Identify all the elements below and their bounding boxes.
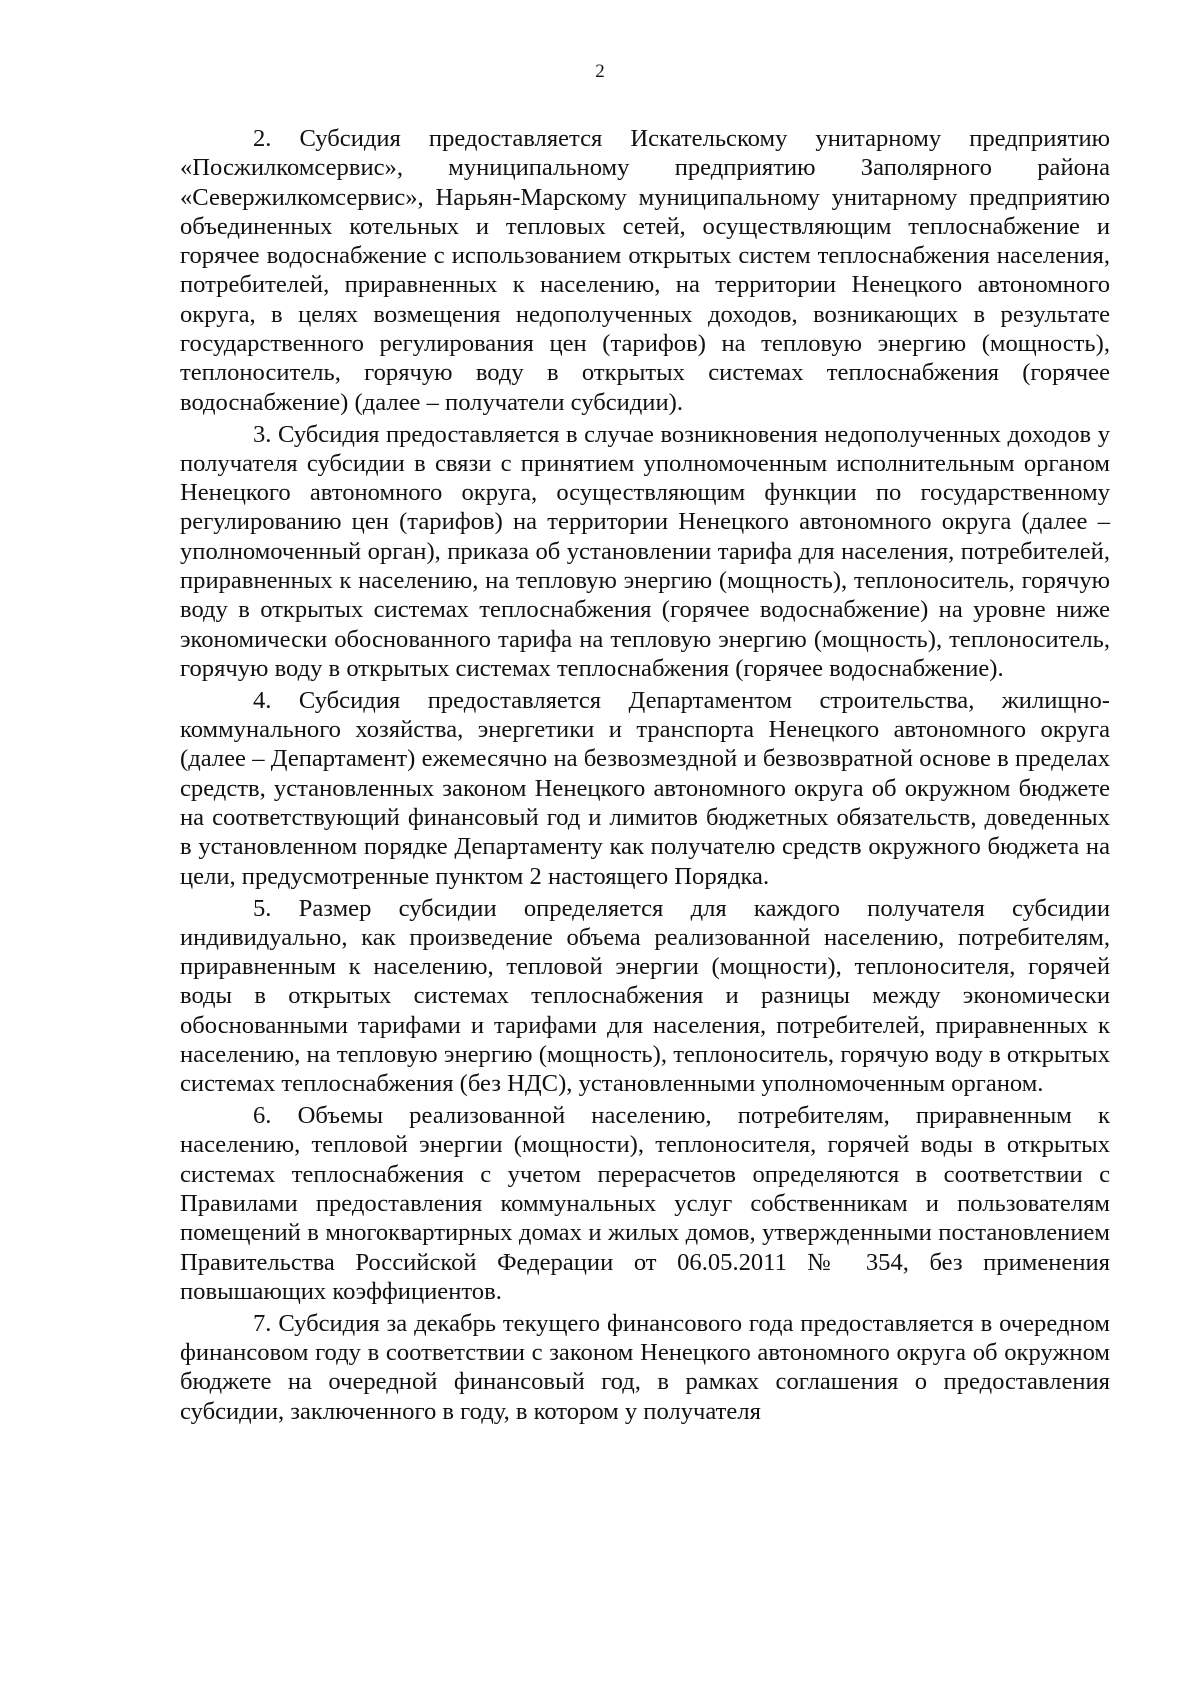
paragraph-2: 2. Субсидия предоставляется Искательскому унитарному предприятию «Посжилкомсервис», муниципальному предприятию Заполярного района «Севержилкомсервис», Нарьян-Марскому муниципальному унитарному предприятию объединенных котельных и тепловых сетей, осуществляющим теплоснабжение и горячее водоснабжение с использованием открытых систем теплоснабжения населения, потребителей, приравненных к населению, на территории Ненецкого автономного округа, в целях возмещения недополученных доходов, возникающих в результате государственного регулирования цен (тарифов) на тепловую энергию (мощность), теплоноситель, горячую воду в открытых системах теплоснабжения (горячее водоснабжение) (далее – получатели субсидии). bbox=[180, 125, 1110, 416]
paragraph-5: 5. Размер субсидии определяется для каждого получателя субсидии индивидуально, как произведение объема реализованной населению, потребителям, приравненным к населению, тепловой энергии (мощности), теплоносителя, горячей воды в открытых системах теплоснабжения и разницы между экономически обоснованными тарифами и тарифами для населения, потребителей, приравненных к населению, на тепловую энергию (мощность), теплоноситель, горячую воду в открытых системах теплоснабжения (без НДС), установленными уполномоченным органом. bbox=[180, 894, 1110, 1098]
paragraph-4: 4. Субсидия предоставляется Департаментом строительства, жилищно-коммунального хозяйства, энергетики и транспорта Ненецкого автономного округа (далее – Департамент) ежемесячно на безвозмездной и безвозвратной основе в пределах средств, установленных законом Ненецкого автономного округа об окружном бюджете на соответствующий финансовый год и лимитов бюджетных обязательств, доведенных в установленном порядке Департаменту как получателю средств окружного бюджета на цели, предусмотренные пунктом 2 настоящего Порядка. bbox=[180, 686, 1110, 890]
paragraph-3: 3. Субсидия предоставляется в случае возникновения недополученных доходов у получателя субсидии в связи с принятием уполномоченным исполнительным органом Ненецкого автономного округа, осуществляющим функции по государственному регулированию цен (тарифов) на территории Ненецкого автономного округа (далее – уполномоченный орган), приказа об установлении тарифа для населения, потребителей, приравненных к населению, на тепловую энергию (мощность), теплоноситель, горячую воду в открытых системах теплоснабжения (горячее водоснабжение) на уровне ниже экономически обоснованного тарифа на тепловую энергию (мощность), теплоноситель, горячую воду в открытых системах теплоснабжения (горячее водоснабжение). bbox=[180, 420, 1110, 682]
page-number: 2 bbox=[595, 61, 605, 82]
paragraph-6: 6. Объемы реализованной населению, потребителям, приравненным к населению, тепловой энергии (мощности), теплоносителя, горячей воды в открытых системах теплоснабжения с учетом перерасчетов определяются в соответствии с Правилами предоставления коммунальных услуг собственникам и пользователям помещений в многоквартирных домах и жилых домов, утвержденными постановлением Правительства Российской Федерации от 06.05.2011 № 354, без применения повышающих коэффициентов. bbox=[180, 1102, 1110, 1305]
paragraph-7: 7. Субсидия за декабрь текущего финансового года предоставляется в очередном финансовом году в соответствии с законом Ненецкого автономного округа об окружном бюджете на очередной финансовый год, в рамках соглашения о предоставления субсидии, заключенного в году, в котором у получателя bbox=[180, 1309, 1110, 1425]
document-body bbox=[180, 124, 1110, 1429]
